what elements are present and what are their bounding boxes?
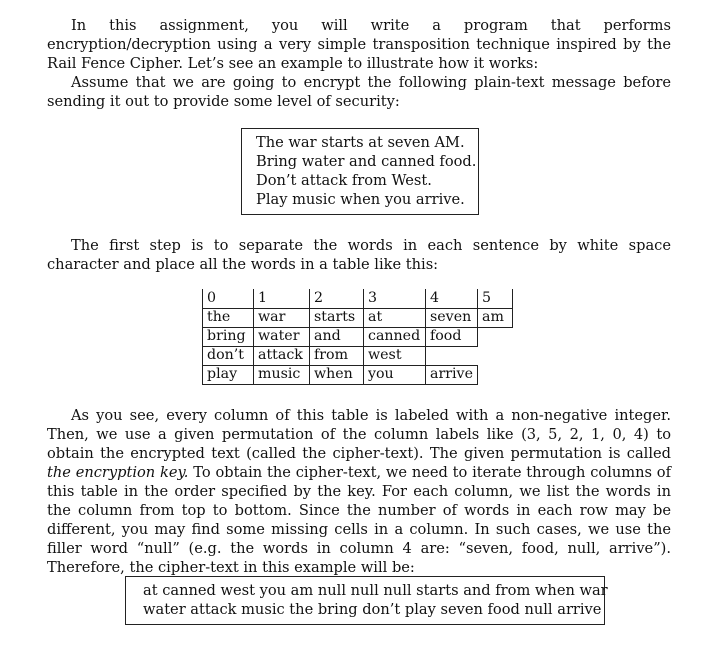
table-cell: water [254,328,310,347]
table-cell-empty [477,347,512,366]
plaintext-line: Play music when you arrive. [256,191,465,208]
table-row [203,366,513,385]
table-cell: music [254,366,310,385]
column-header: 3 [364,289,426,309]
table-cell-empty [477,366,512,385]
table-row [203,347,513,366]
table-cell: am [477,309,512,328]
table-cell: canned [364,328,426,347]
assume-paragraph [47,73,671,111]
plaintext-line: The war starts at seven AM. [256,134,465,151]
table-cell: seven [426,309,478,328]
plaintext-line: Bring water and canned food. [256,153,477,170]
table-row [203,309,513,328]
intro-paragraph [47,16,671,73]
explanation-text: As you see, every column of this table is labeled with a non-negative integer. Then, we use a given permutation of the column labels like (3, 5, 2, 1, 0, 4) to obtain the encrypted text (called the cipher-text). The given permutation is called [47,407,671,462]
plaintext-box [241,128,479,215]
table-cell: at [364,309,426,328]
table-cell: bring [203,328,254,347]
column-header: 5 [477,289,512,309]
table-cell-empty [477,328,512,347]
table-cell: when [310,366,364,385]
ciphertext-line: at canned west you am null null null starts and from when war [143,582,608,599]
table-cell: arrive [426,366,478,385]
table-cell: don’t [203,347,254,366]
word-table [202,289,513,385]
explanation-paragraph [47,406,671,577]
explanation-text-continued: To obtain the cipher-text, we need to iterate through columns of this table in the order specified by the key. For each column, we list the words in the column from top to bottom. Since the number of words in each row may be different, you may find some missing cells in a column. In such cases, we use the filler word “null” (e.g. the words in column 4 are: “seven, food, null, arrive”). Therefore, the cipher-text in this example will be: [47,464,671,576]
table-cell: play [203,366,254,385]
table-cell: you [364,366,426,385]
table-row [203,328,513,347]
column-header: 1 [254,289,310,309]
table-cell: from [310,347,364,366]
table-cell: attack [254,347,310,366]
assume-text: Assume that we are going to encrypt the following plain-text message before sending it out to provide some level of security: [47,74,671,110]
first-step-paragraph [47,236,671,274]
ciphertext-line: water attack music the bring don’t play seven food null arrive [143,601,602,618]
column-header: 0 [203,289,254,309]
table-cell: food [426,328,478,347]
encryption-key-term: the encryption key. [47,464,189,481]
table-cell: the [203,309,254,328]
table-cell: war [254,309,310,328]
table-cell: starts [310,309,364,328]
first-step-text: The first step is to separate the words in each sentence by white space character and place all the words in a table like this: [47,237,671,273]
table-cell: and [310,328,364,347]
table-cell-empty [426,347,478,366]
table-header-row [203,289,513,309]
plaintext-line: Don’t attack from West. [256,172,432,189]
table-cell: west [364,347,426,366]
column-header: 4 [426,289,478,309]
column-header: 2 [310,289,364,309]
ciphertext-box [125,576,608,625]
intro-text: In this assignment, you will write a program that performs encryption/decryption using a very simple transposition technique inspired by the Rail Fence Cipher. Let’s see an example to illustrate how it works: [47,17,671,72]
